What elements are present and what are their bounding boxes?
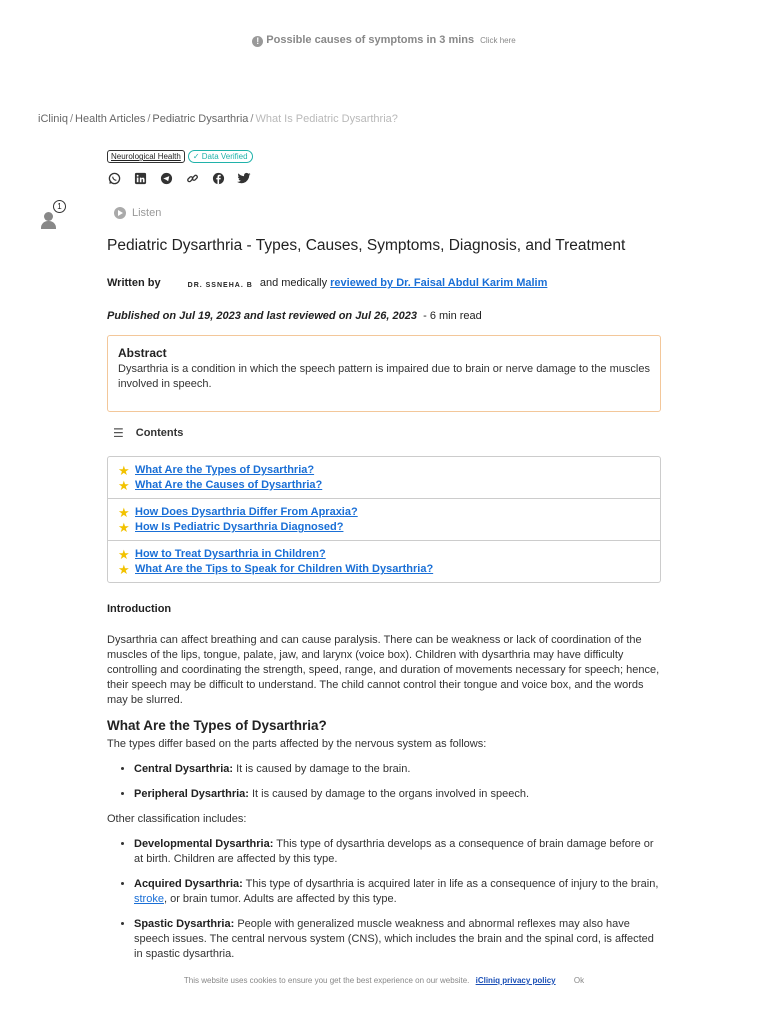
types-heading: What Are the Types of Dysarthria?	[107, 718, 327, 733]
toc-item	[118, 505, 650, 520]
reviewer-link[interactable]: reviewed by Dr. Faisal Abdul Karim Malim	[330, 277, 548, 289]
list-icon: ☰	[113, 426, 124, 440]
breadcrumb-separator: /	[69, 113, 74, 125]
toc-link[interactable]: How Is Pediatric Dysarthria Diagnosed?	[135, 521, 344, 533]
listen-button[interactable]	[114, 207, 161, 219]
banner-message: Possible causes of symptoms in 3 mins	[266, 34, 475, 46]
types-intro: The types differ based on the parts affected by the nervous system as follows:	[107, 738, 487, 750]
list-item	[134, 837, 663, 867]
list-term: Acquired Dysarthria:	[134, 878, 243, 890]
privacy-policy-link[interactable]: iCliniq privacy policy	[475, 976, 556, 985]
list-term: Developmental Dysarthria:	[134, 838, 274, 850]
star-icon: ★	[118, 546, 130, 562]
linkedin-icon[interactable]	[133, 172, 147, 186]
toc-item	[118, 547, 650, 562]
breadcrumb-current: What Is Pediatric Dysarthria?	[255, 113, 398, 125]
cookie-text: This website uses cookies to ensure you get the best experience on our website.	[183, 976, 470, 985]
list-desc: This type of dysarthria is acquired later in life as a consequence of injury to the brain,	[242, 878, 659, 890]
facebook-icon[interactable]	[211, 172, 225, 186]
toc-link[interactable]: What Are the Types of Dysarthria?	[135, 464, 315, 476]
list-item	[134, 877, 663, 907]
list-term: Peripheral Dysarthria:	[134, 788, 249, 800]
other-classification-intro: Other classification includes:	[107, 813, 247, 825]
toc-link[interactable]: What Are the Tips to Speak for Children With Dysarthria?	[135, 563, 434, 575]
table-of-contents	[107, 456, 661, 583]
introduction-text: Dysarthria can affect breathing and can cause paralysis. There can be weakness or lack of coordination of the muscles of the lips, tongue, palate, jaw, and larynx (voice box). Children with dysarthria may have difficulty controlling and coordinating the strength, speed, range, and duration of movements necessary for speech; hence, their speech may be difficult to understand. The child cannot control their tongue and voice box, and the words may be slurred.	[107, 634, 660, 706]
other-classification-list	[134, 837, 663, 962]
breadcrumb-separator: /	[250, 113, 254, 125]
star-icon: ★	[118, 504, 130, 520]
article-body	[107, 602, 663, 972]
play-icon	[114, 207, 126, 219]
list-item	[134, 787, 663, 802]
star-icon: ★	[118, 519, 130, 535]
breadcrumb	[38, 113, 398, 125]
abstract-box	[107, 335, 661, 412]
toc-group	[108, 499, 660, 541]
share-bar	[107, 172, 251, 186]
list-item	[134, 762, 663, 777]
data-verified-badge	[188, 150, 253, 163]
symptom-checker-banner	[0, 34, 768, 47]
abstract-heading: Abstract	[118, 346, 167, 360]
contents-header[interactable]	[113, 426, 183, 440]
written-by-label: Written by	[107, 277, 161, 289]
list-term: Spastic Dysarthria:	[134, 918, 235, 930]
publish-info	[107, 310, 482, 322]
medically-text: and medically	[259, 277, 328, 289]
user-icon	[44, 212, 53, 221]
cookie-ok-button[interactable]: Ok	[573, 976, 585, 985]
check-icon: ✓	[192, 152, 200, 161]
read-time: - 6 min read	[423, 310, 482, 322]
link-icon[interactable]	[185, 172, 199, 186]
toc-group	[108, 541, 660, 582]
cookie-banner	[0, 976, 768, 985]
author-signature[interactable]: DR. SSNEHA. B	[187, 282, 253, 289]
contents-heading: Contents	[135, 427, 184, 439]
article-tags	[107, 150, 253, 163]
toc-link[interactable]: What Are the Causes of Dysarthria?	[135, 479, 323, 491]
article-byline	[107, 277, 547, 289]
star-icon: ★	[118, 561, 130, 577]
whatsapp-icon[interactable]	[107, 172, 121, 186]
toc-link[interactable]: How to Treat Dysarthria in Children?	[135, 548, 326, 560]
info-icon: !	[252, 36, 263, 47]
publish-dates: Published on Jul 19, 2023 and last reviewed on Jul 26, 2023	[107, 310, 417, 322]
article-title: Pediatric Dysarthria - Types, Causes, Symptoms, Diagnosis, and Treatment	[107, 237, 626, 254]
list-desc: People with generalized muscle weakness and abnormal reflexes may also have speech issues. The central nervous system (CNS), which includes the brain and the spinal cord, is affected in spastic dysarthria.	[134, 918, 654, 960]
toc-link[interactable]: How Does Dysarthria Differ From Apraxia?	[135, 506, 358, 518]
breadcrumb-health-articles[interactable]: Health Articles	[75, 113, 146, 125]
stroke-link[interactable]: stroke	[134, 893, 164, 905]
list-desc: It is caused by damage to the organs involved in speech.	[248, 788, 529, 800]
listen-label: Listen	[132, 207, 162, 219]
data-verified-label: Data Verified	[201, 152, 248, 161]
list-item	[134, 917, 663, 962]
toc-item	[118, 520, 650, 535]
list-desc: This type of dysarthria develops as a consequence of brain damage before or at birth. Children are affected by this type.	[134, 838, 654, 865]
list-desc: , or brain tumor. Adults are affected by this type.	[163, 893, 397, 905]
toc-item	[118, 562, 650, 577]
introduction-heading: Introduction	[107, 603, 172, 615]
list-term: Central Dysarthria:	[134, 763, 234, 775]
reader-count-badge: 1	[53, 200, 66, 213]
toc-group	[108, 457, 660, 499]
telegram-icon[interactable]	[159, 172, 173, 186]
breadcrumb-home[interactable]: iCliniq	[38, 113, 68, 125]
breadcrumb-separator: /	[147, 113, 151, 125]
toc-item	[118, 478, 650, 493]
banner-click-here-link[interactable]: Click here	[480, 36, 516, 45]
toc-item	[118, 463, 650, 478]
breadcrumb-pediatric-dysarthria[interactable]: Pediatric Dysarthria	[152, 113, 249, 125]
twitter-icon[interactable]	[237, 172, 251, 186]
list-desc: It is caused by damage to the brain.	[233, 763, 411, 775]
abstract-text: Dysarthria is a condition in which the speech pattern is impaired due to brain or nerve damage to the muscles involved in speech.	[118, 363, 650, 390]
reader-count-widget[interactable]	[40, 200, 66, 230]
star-icon: ★	[118, 477, 130, 493]
types-list	[134, 762, 663, 802]
star-icon: ★	[118, 462, 130, 478]
category-tag[interactable]: Neurological Health	[107, 150, 185, 163]
